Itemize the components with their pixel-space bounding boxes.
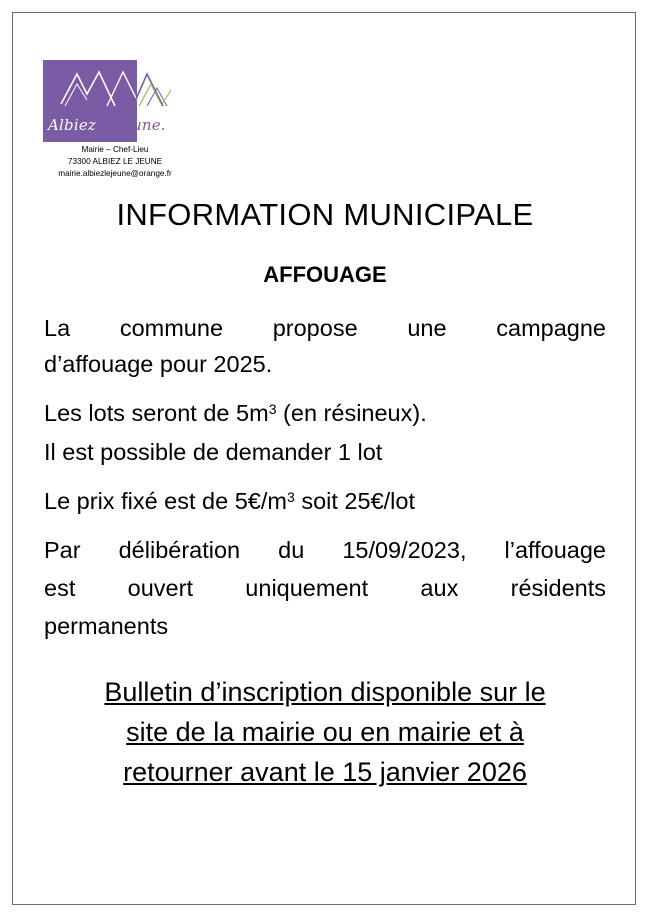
address-line1: Mairie – Chef-Lieu bbox=[81, 145, 149, 154]
logo-text bbox=[48, 116, 166, 134]
p2-sup: 3 bbox=[268, 401, 277, 417]
p1-line1: La commune propose une campagne bbox=[44, 315, 606, 341]
address-block bbox=[40, 144, 190, 180]
p4-line bbox=[44, 483, 606, 519]
p2-post: (en résineux). bbox=[276, 400, 427, 426]
logo-name-part1: Albiez bbox=[48, 116, 97, 134]
p5-line3: permanents bbox=[44, 613, 169, 639]
page-subtitle: AFFOUAGE bbox=[263, 262, 387, 287]
p4-pre: Le prix fixé est de 5€/m bbox=[44, 488, 287, 514]
address-line2: 73300 ALBIEZ LE JEUNE bbox=[67, 157, 163, 166]
p5-line2: est ouvert uniquement aux résidents bbox=[44, 575, 606, 601]
p2-pre: Les lots seront de 5m bbox=[44, 400, 269, 426]
p3-line: Il est possible de demander 1 lot bbox=[44, 439, 383, 465]
p2-line bbox=[44, 395, 606, 431]
bulletin-notice bbox=[40, 672, 610, 792]
p5-line1: Par délibération du 15/09/2023, l’affouage bbox=[44, 537, 606, 563]
p4-post: soit 25€/lot bbox=[294, 488, 415, 514]
bulletin-line2: site de la mairie ou en mairie et à bbox=[126, 717, 524, 747]
bulletin-line3: retourner avant le 15 janvier 2026 bbox=[123, 757, 527, 787]
page-title: INFORMATION MUNICIPALE bbox=[116, 197, 534, 232]
p1-line2: d’affouage pour 2025. bbox=[44, 351, 273, 377]
logo-name-part2: le jeune. bbox=[99, 116, 166, 134]
p4-sup: 3 bbox=[286, 489, 295, 505]
email-address: mairie.albiezlejeune@orange.fr bbox=[58, 169, 172, 178]
bulletin-line1: Bulletin d’inscription disponible sur le bbox=[104, 677, 546, 707]
